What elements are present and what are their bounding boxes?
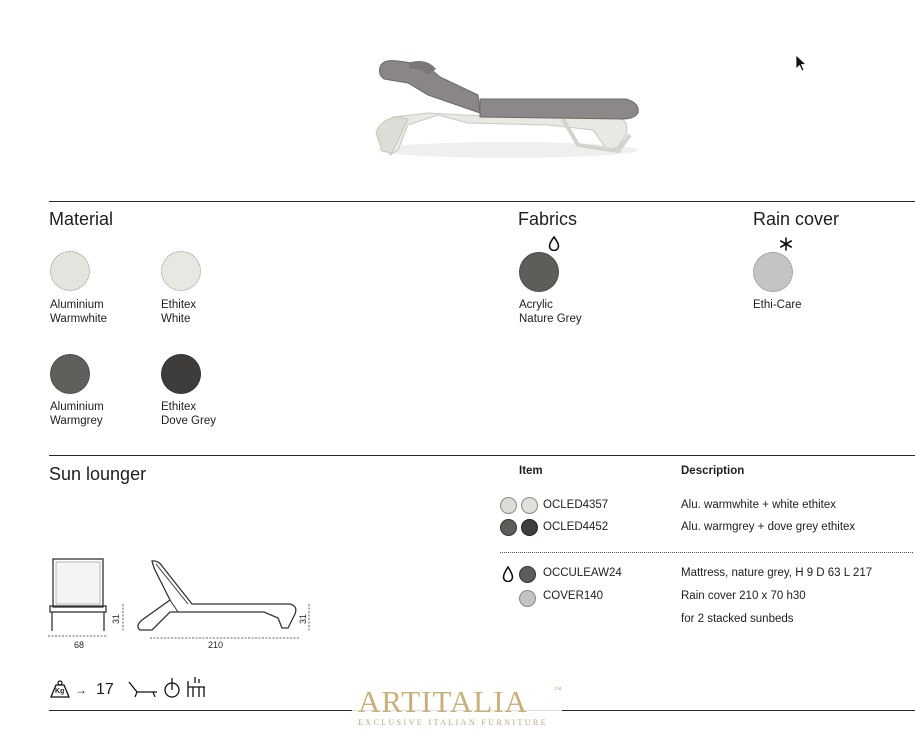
product-image <box>368 55 653 165</box>
item-column-header: Item <box>519 465 543 477</box>
rain-cover-heading: Rain cover <box>753 209 840 229</box>
top-divider <box>49 201 915 202</box>
swatch-acrylic-nature-grey <box>519 252 559 292</box>
dimension-width: 68 <box>74 640 85 650</box>
sun-lounger-heading: Sun lounger <box>49 464 147 484</box>
swatch-ethitex-white <box>161 251 201 291</box>
item-code: COVER140 <box>543 590 604 602</box>
water-drop-icon <box>548 236 560 251</box>
swatch-label-ethitex-white: Ethitex White <box>161 299 197 325</box>
mouse-cursor-icon <box>795 54 807 72</box>
row-color-dot <box>500 519 517 536</box>
dimension-height: 31 <box>111 613 122 625</box>
row-color-dot <box>519 566 536 583</box>
water-drop-icon <box>502 566 514 582</box>
item-description: Alu. warmwhite + white ethitex <box>681 499 836 511</box>
snowflake-icon <box>779 237 793 251</box>
item-description: Alu. warmgrey + dove grey ethitex <box>681 521 856 533</box>
row-color-dot <box>521 497 538 514</box>
swatch-label-acrylic-nature-grey: Acrylic Nature Grey <box>519 299 582 325</box>
weight-unit: Kg <box>55 688 65 695</box>
item-description: Mattress, nature grey, H 9 D 63 L 217 <box>681 567 873 579</box>
swatch-label-aluminium-warmgrey: Aluminium Warmgrey <box>50 401 104 427</box>
swatch-ethi-care <box>753 252 793 292</box>
swatch-label-ethitex-dove-grey: Ethitex Dove Grey <box>161 401 216 427</box>
brand-logo-name: ARTITALIA <box>358 684 528 719</box>
swatch-label-aluminium-warmwhite: Aluminium Warmwhite <box>50 299 108 325</box>
swatch-aluminium-warmgrey <box>50 354 90 394</box>
brand-logo-trademark: ™ <box>554 685 562 694</box>
item-description: for 2 stacked sunbeds <box>681 613 794 625</box>
adjustable-backrest-icon <box>185 675 207 699</box>
material-heading: Material <box>49 209 114 229</box>
item-description: Rain cover 210 x 70 h30 <box>681 590 806 602</box>
middle-divider <box>49 455 915 456</box>
dimension-height-side: 31 <box>298 613 309 625</box>
item-code: OCCULEAW24 <box>543 567 622 579</box>
swatch-ethitex-dove-grey <box>161 354 201 394</box>
description-column-header: Description <box>681 465 745 477</box>
stackable-lounger-icon <box>127 680 159 698</box>
dimension-length: 210 <box>208 640 224 650</box>
swatch-label-ethi-care: Ethi-Care <box>753 299 802 311</box>
row-color-dot <box>519 590 536 607</box>
fabrics-heading: Fabrics <box>518 209 578 229</box>
front-view-drawing <box>45 556 130 641</box>
side-view-drawing <box>130 558 315 643</box>
table-dotted-separator <box>500 552 913 553</box>
arrow-right-icon: → <box>75 683 87 697</box>
weight-value: 17 <box>96 681 114 698</box>
swatch-aluminium-warmwhite <box>50 251 90 291</box>
wheel-icon <box>163 677 181 699</box>
row-color-dot <box>521 519 538 536</box>
item-code: OCLED4452 <box>543 521 609 533</box>
brand-logo-tagline: EXCLUSIVE ITALIAN FURNITURE <box>358 718 548 727</box>
item-code: OCLED4357 <box>543 499 609 511</box>
row-color-dot <box>500 497 517 514</box>
